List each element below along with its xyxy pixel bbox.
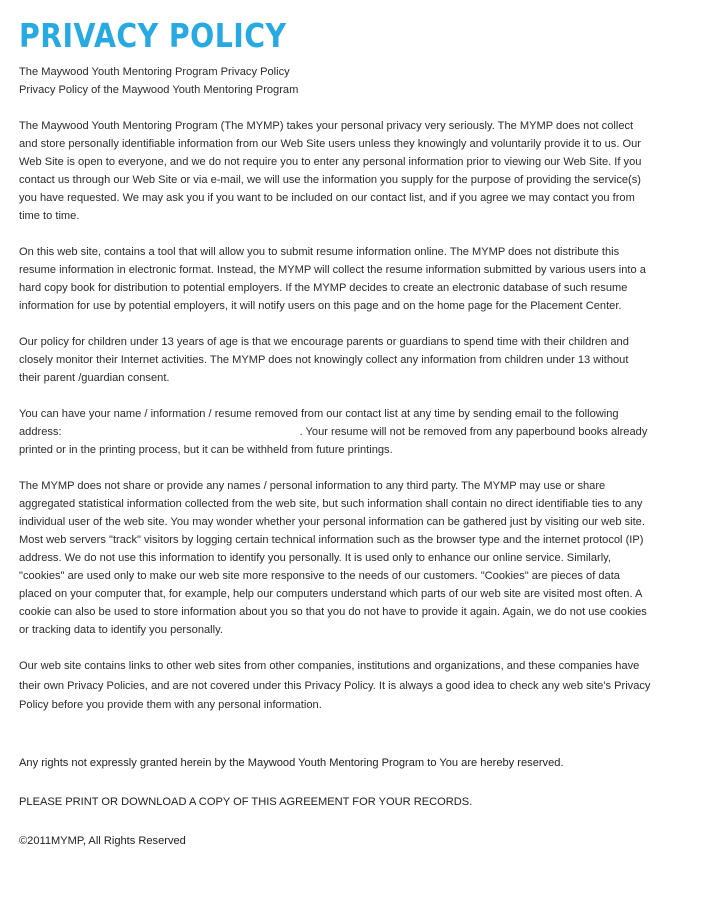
sharing-paragraph: The MYMP does not share or provide any names / personal information to any third party. The MYMP may use or share aggregated statistical information collected from the web site, but such information shall contain no direct identifiable ties to any individual user of the web site. You may wonder whether your personal information can be gathered just by visiting our web site. Most web servers "track" visitors by logging certain technical information such as the browser type and the internet protocol (IP) address. We do not use this information to identify you personally. It is used only to enhance our online service. Similarly, "cookies" are used only to make our web site more responsive to the needs of our customers. "Cookies" are pieces of data placed on your computer that, for example, help our computers understand which parts of our web site are visited most often. A cookie can also be used to store information about you so that you do not have to provide it again. Again, we do not use cookies or tracking data to identify you personally. <box>19 480 647 636</box>
rights-reserved-notice: Any rights not expressly granted herein by the Maywood Youth Mentoring Program to You are hereby reserved. <box>19 756 564 769</box>
subtitle-line-2: Privacy Policy of the Maywood Youth Mentoring Program <box>19 84 299 96</box>
children-paragraph: Our policy for children under 13 years of age is that we encourage parents or guardians to spend time with their children and closely monitor their Internet activities. The MYMP does not knowingly collect any information from children under 13 without their parent /guardian consent. <box>19 336 629 384</box>
page-title: PRIVACY POLICY <box>19 16 287 55</box>
copyright-notice: ©2011MYMP, All Rights Reserved <box>19 834 186 847</box>
print-notice: PLEASE PRINT OR DOWNLOAD A COPY OF THIS AGREEMENT FOR YOUR RECORDS. <box>19 795 473 808</box>
privacy-policy-page <box>19 14 651 850</box>
intro-paragraph: The Maywood Youth Mentoring Program (The MYMP) takes your personal privacy very seriously. The MYMP does not collect and store personally identifiable information from our Web Site users unless they knowingly and voluntarily provide it to us. Our Web Site is open to everyone, and we do not require you to enter any personal information prior to viewing our Web Site. If you contact us through our Web Site or via e-mail, we will use the information you supply for the purpose of providing the service(s) you have requested. We may ask you if you want to be included on our contact list, and if you agree we may contact you from time to time. <box>19 120 642 222</box>
links-paragraph: Our web site contains links to other web sites from other companies, institutions and organizations, and these companies have their own Privacy Policies, and are not covered under this Privacy Policy. It is always a good idea to check any web site's Privacy Policy before you provide them with any personal information. <box>19 660 651 711</box>
removal-text-after: . Your resume will not be removed from any paperbound books already printed or in the printing process, but it can be withheld from future printings. <box>19 426 648 456</box>
removal-paragraph <box>19 405 651 459</box>
subtitle-line-1: The Maywood Youth Mentoring Program Privacy Policy <box>19 66 290 78</box>
resume-paragraph: On this web site, contains a tool that will allow you to submit resume information online. The MYMP does not distribute this resume information in electronic format. Instead, the MYMP will collect the resume information submitted by various users into a hard copy book for distribution to potential employers. If the MYMP decides to create an electronic database of such resume information for use by potential employers, it will notify users on this page and on the home page for the Placement Center. <box>19 246 646 312</box>
removal-text-before: You can have your name / information / resume removed from our contact list at any time by sending email to the following address: <box>19 408 619 438</box>
